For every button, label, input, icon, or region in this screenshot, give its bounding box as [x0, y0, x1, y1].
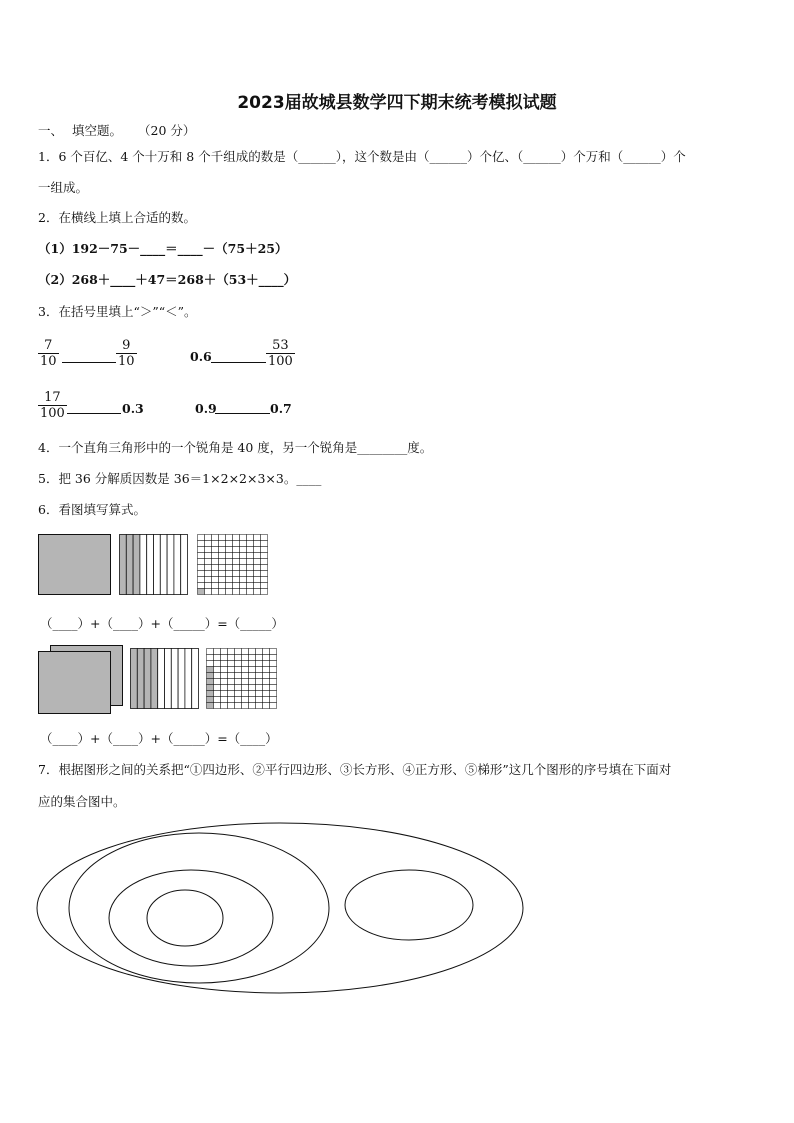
grid-cell: [254, 589, 261, 595]
grid-cell: [212, 547, 219, 553]
set-ellipse-3: [109, 870, 273, 966]
section-score: （20 分）: [138, 123, 196, 138]
grid-cell: [212, 553, 219, 559]
grid-cell: [226, 541, 233, 547]
grid-cell: [249, 697, 256, 703]
grid-cell: [270, 673, 277, 679]
grid-cell: [261, 547, 268, 553]
grid-cell: [233, 553, 240, 559]
strip-cell: [192, 649, 199, 709]
grid-cell: [205, 589, 212, 595]
tenths-strips-figure: [119, 534, 189, 596]
grid-cell: [256, 649, 263, 655]
grid-cell: [261, 571, 268, 577]
fraction-denominator: 100: [268, 354, 293, 369]
grid-cell: [214, 685, 221, 691]
fraction-numerator: 17: [44, 390, 61, 405]
grid-cell: [221, 673, 228, 679]
grid-cell: [242, 673, 249, 679]
grid-cell: [247, 583, 254, 589]
strip-cell: [137, 649, 144, 709]
grid-cell: [228, 679, 235, 685]
grid-cell: [261, 559, 268, 565]
grid-cell: [240, 583, 247, 589]
tenths-strips-figure-2: [130, 648, 200, 710]
grid-cell: [214, 703, 221, 709]
grid-cell: [219, 535, 226, 541]
grid-cell: [233, 565, 240, 571]
grid-cell: [240, 535, 247, 541]
grid-cell: [214, 655, 221, 661]
grid-cell: [247, 559, 254, 565]
grid-cell: [226, 559, 233, 565]
grid-cell: [214, 691, 221, 697]
grid-cell: [221, 667, 228, 673]
grid-cell: [214, 697, 221, 703]
grid-cell: [235, 679, 242, 685]
value-0-6: 0.6: [190, 349, 212, 364]
grid-cell: [242, 691, 249, 697]
grid-cell: [205, 583, 212, 589]
set-ellipse-2: [69, 833, 329, 983]
grid-cell: [221, 685, 228, 691]
grid-cell: [219, 553, 226, 559]
grid-cell: [242, 697, 249, 703]
strip-cell: [144, 649, 151, 709]
grid-cell: [205, 541, 212, 547]
grid-cell: [235, 673, 242, 679]
grid-cell: [205, 565, 212, 571]
grid-cell: [214, 673, 221, 679]
grid-cell: [221, 655, 228, 661]
set-ellipse-5: [345, 870, 473, 940]
grid-cell: [198, 577, 205, 583]
grid-cell: [205, 535, 212, 541]
grid-cell: [219, 547, 226, 553]
grid-cell: [242, 655, 249, 661]
q2-sub2: （2）268＋____＋47＝268＋（53＋____）: [38, 272, 297, 287]
grid-cell: [214, 667, 221, 673]
grid-cell: [242, 679, 249, 685]
grid-cell: [198, 589, 205, 595]
grid-cell: [235, 697, 242, 703]
grid-cell: [207, 649, 214, 655]
full-square-figure: [38, 534, 112, 596]
grid-cell: [233, 583, 240, 589]
q7-line1: 7．根据图形之间的关系把“①四边形、②平行四边形、③长方形、④正方形、⑤梯形”这几个图形的序号填在下面对: [38, 762, 672, 777]
strip-cell: [151, 649, 158, 709]
grid-cell: [261, 535, 268, 541]
grid-cell: [263, 661, 270, 667]
grid-cell: [270, 697, 277, 703]
grid-cell: [254, 577, 261, 583]
fraction-17-100: [38, 390, 67, 421]
grid-cell: [247, 571, 254, 577]
grid-cell: [247, 541, 254, 547]
fraction-numerator: 7: [44, 338, 53, 353]
grid-cell: [228, 655, 235, 661]
grid-cell: [247, 589, 254, 595]
answer-line: [215, 413, 270, 414]
grid-cell: [205, 571, 212, 577]
grid-cell: [219, 583, 226, 589]
grid-cell: [240, 577, 247, 583]
strip-cell: [158, 649, 165, 709]
grid-cell: [256, 655, 263, 661]
grid-cell: [263, 667, 270, 673]
strip-cell: [154, 535, 161, 595]
grid-cell: [240, 571, 247, 577]
fraction-numerator: 53: [272, 338, 289, 353]
grid-cell: [219, 559, 226, 565]
grid-cell: [254, 535, 261, 541]
strip-cell: [140, 535, 147, 595]
grid-cell: [263, 655, 270, 661]
set-ellipse-4: [147, 890, 223, 946]
grid-cell: [242, 649, 249, 655]
grid-cell: [214, 679, 221, 685]
grid-cell: [219, 565, 226, 571]
grid-cell: [226, 553, 233, 559]
grid-cell: [233, 535, 240, 541]
grid-cell: [235, 691, 242, 697]
grid-cell: [214, 661, 221, 667]
grid-cell: [205, 553, 212, 559]
value-0-7: 0.7: [270, 401, 292, 416]
grid-cell: [212, 583, 219, 589]
grid-cell: [249, 703, 256, 709]
grid-cell: [228, 649, 235, 655]
grid-cell: [249, 649, 256, 655]
grid-cell: [212, 571, 219, 577]
value-0-9: 0.9: [195, 401, 217, 416]
grid-cell: [228, 667, 235, 673]
grid-cell: [207, 697, 214, 703]
grid-cell: [263, 697, 270, 703]
strip-cell: [181, 535, 188, 595]
grid-cell: [207, 691, 214, 697]
grid-cell: [256, 673, 263, 679]
grid-cell: [240, 559, 247, 565]
grid-cell: [214, 649, 221, 655]
stacked-squares-figure: [38, 645, 124, 715]
grid-cell: [226, 565, 233, 571]
grid-cell: [233, 577, 240, 583]
grid-cell: [242, 685, 249, 691]
grid-cell: [205, 559, 212, 565]
grid-cell: [263, 673, 270, 679]
grid-cell: [226, 583, 233, 589]
grid-cell: [256, 685, 263, 691]
grid-cell: [212, 577, 219, 583]
grid-cell: [226, 577, 233, 583]
grid-cell: [235, 661, 242, 667]
grid-cell: [240, 547, 247, 553]
grid-cell: [247, 553, 254, 559]
grid-cell: [235, 703, 242, 709]
grid-cell: [247, 547, 254, 553]
grid-cell: [263, 691, 270, 697]
grid-cell: [261, 565, 268, 571]
grid-cell: [233, 571, 240, 577]
grid-cell: [221, 661, 228, 667]
grid-cell: [219, 571, 226, 577]
q7-line2: 应的集合图中。: [38, 794, 126, 809]
fraction-denominator: 10: [118, 354, 135, 369]
grid-cell: [242, 661, 249, 667]
grid-cell: [242, 667, 249, 673]
grid-cell: [228, 685, 235, 691]
grid-cell: [198, 559, 205, 565]
grid-cell: [198, 565, 205, 571]
grid-cell: [249, 673, 256, 679]
grid-cell: [233, 589, 240, 595]
grid-cell: [219, 541, 226, 547]
strip-cell: [185, 649, 192, 709]
grid-cell: [221, 691, 228, 697]
strip-cell: [171, 649, 178, 709]
grid-cell: [228, 697, 235, 703]
page-title: 2023届故城县数学四下期末统考模拟试题: [237, 93, 557, 113]
grid-cell: [198, 541, 205, 547]
grid-cell: [228, 661, 235, 667]
answer-line: [67, 413, 121, 414]
fraction-numerator: 9: [122, 338, 131, 353]
grid-cell: [261, 577, 268, 583]
strip-cell: [167, 535, 174, 595]
grid-cell: [207, 685, 214, 691]
grid-cell: [207, 667, 214, 673]
grid-cell: [247, 565, 254, 571]
grid-cell: [198, 547, 205, 553]
grid-cell: [254, 547, 261, 553]
grid-cell: [226, 571, 233, 577]
grid-cell: [270, 691, 277, 697]
grid-cell: [235, 667, 242, 673]
grid-cell: [235, 685, 242, 691]
grid-cell: [233, 541, 240, 547]
grid-cell: [228, 703, 235, 709]
hundredths-grid-figure-2: [206, 648, 278, 710]
grid-cell: [228, 673, 235, 679]
grid-cell: [254, 571, 261, 577]
strip-cell: [165, 649, 172, 709]
grid-cell: [240, 565, 247, 571]
grid-cell: [270, 685, 277, 691]
section-label: 填空题。: [72, 123, 123, 138]
grid-cell: [254, 553, 261, 559]
grid-cell: [212, 559, 219, 565]
q1-line2: 一组成。: [38, 180, 89, 195]
hundredths-grid-figure: [197, 534, 269, 596]
grid-cell: [270, 649, 277, 655]
strip-cell: [178, 649, 185, 709]
answer-line: [211, 362, 266, 363]
grid-cell: [221, 703, 228, 709]
grid-cell: [219, 589, 226, 595]
grid-cell: [249, 667, 256, 673]
grid-cell: [249, 655, 256, 661]
strip-cell: [147, 535, 154, 595]
fraction-7-10: [38, 338, 59, 369]
grid-cell: [261, 589, 268, 595]
strip-cell: [120, 535, 127, 595]
grid-cell: [207, 661, 214, 667]
grid-cell: [247, 577, 254, 583]
grid-cell: [254, 541, 261, 547]
fraction-53-100: [266, 338, 295, 369]
q3-stem: 3．在括号里填上“＞”“＜”。: [38, 304, 197, 319]
strip-cell: [133, 535, 140, 595]
grid-cell: [270, 655, 277, 661]
strip-cell: [131, 649, 138, 709]
grid-cell: [205, 577, 212, 583]
grid-cell: [247, 535, 254, 541]
grid-cell: [212, 589, 219, 595]
grid-cell: [254, 583, 261, 589]
grid-cell: [207, 679, 214, 685]
answer-line: [62, 362, 116, 363]
grid-cell: [261, 583, 268, 589]
grid-cell: [263, 679, 270, 685]
grid-cell: [226, 589, 233, 595]
strip-cell: [174, 535, 181, 595]
grid-cell: [226, 535, 233, 541]
grid-cell: [207, 703, 214, 709]
value-0-3: 0.3: [122, 401, 144, 416]
grid-cell: [207, 655, 214, 661]
grid-cell: [261, 541, 268, 547]
q2-sub1: （1）192－75－____＝____－（75＋25）: [38, 241, 288, 256]
grid-cell: [270, 703, 277, 709]
grid-cell: [256, 697, 263, 703]
grid-cell: [263, 703, 270, 709]
grid-cell: [240, 553, 247, 559]
set-diagram: [36, 820, 528, 998]
grid-cell: [207, 673, 214, 679]
grid-cell: [198, 535, 205, 541]
q1-line1: 1．6 个百亿、4 个十万和 8 个千组成的数是（______），这个数是由（______）个亿、（______）个万和（______）个: [38, 149, 686, 164]
grid-cell: [256, 661, 263, 667]
grid-cell: [198, 583, 205, 589]
grid-cell: [270, 679, 277, 685]
section-number: 一、: [38, 123, 64, 138]
grid-cell: [240, 589, 247, 595]
grid-cell: [249, 661, 256, 667]
grid-cell: [256, 703, 263, 709]
grid-cell: [242, 703, 249, 709]
grid-cell: [233, 559, 240, 565]
grid-cell: [249, 679, 256, 685]
outer-set-ellipse: [37, 823, 523, 993]
grid-cell: [256, 679, 263, 685]
grid-cell: [198, 553, 205, 559]
grid-cell: [261, 553, 268, 559]
q5-text: 5．把 36 分解质因数是 36＝1×2×2×3×3。____: [38, 471, 322, 486]
fraction-denominator: 100: [40, 406, 65, 421]
fraction-9-10: [116, 338, 137, 369]
grid-cell: [198, 571, 205, 577]
grid-cell: [254, 565, 261, 571]
grid-cell: [235, 649, 242, 655]
grid-cell: [263, 685, 270, 691]
strip-cell: [160, 535, 167, 595]
grid-cell: [256, 667, 263, 673]
grid-cell: [249, 691, 256, 697]
grid-cell: [263, 649, 270, 655]
grid-cell: [212, 565, 219, 571]
grid-cell: [212, 541, 219, 547]
grid-cell: [221, 697, 228, 703]
grid-cell: [256, 691, 263, 697]
q6-equation-2: （____）+（____）+（_____）=（____）: [40, 731, 278, 746]
grid-cell: [219, 577, 226, 583]
grid-cell: [249, 685, 256, 691]
q6-equation-1: （____）+（____）+（_____）=（_____）: [40, 616, 284, 631]
grid-cell: [240, 541, 247, 547]
grid-cell: [254, 559, 261, 565]
grid-cell: [235, 655, 242, 661]
q4-text: 4．一个直角三角形中的一个锐角是 40 度，另一个锐角是________度。: [38, 440, 433, 455]
strip-cell: [126, 535, 133, 595]
grid-cell: [228, 691, 235, 697]
fraction-denominator: 10: [40, 354, 57, 369]
q6-stem: 6．看图填写算式。: [38, 502, 146, 517]
grid-cell: [270, 661, 277, 667]
grid-cell: [221, 679, 228, 685]
grid-cell: [205, 547, 212, 553]
grid-cell: [233, 547, 240, 553]
grid-cell: [226, 547, 233, 553]
grid-cell: [221, 649, 228, 655]
grid-cell: [270, 667, 277, 673]
grid-cell: [212, 535, 219, 541]
q2-stem: 2．在横线上填上合适的数。: [38, 210, 196, 225]
